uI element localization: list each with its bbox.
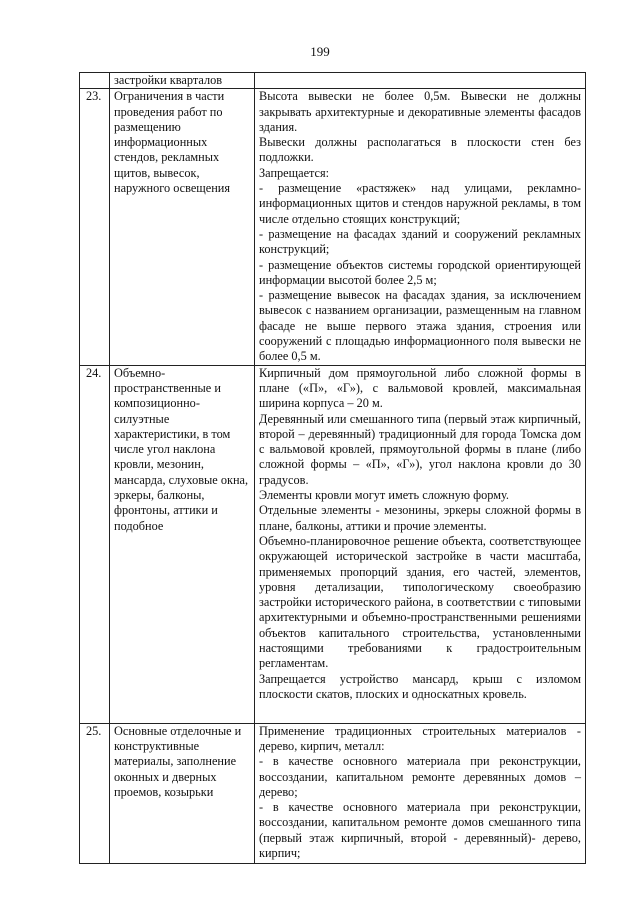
requirement-text: - размещение объектов системы городской ориентирующей информации высотой более 2,5 м;: [259, 257, 581, 287]
table-row-24: [80, 365, 586, 723]
requirement-text: - в качестве основного материала при реконструкции, воссоздании, капитальном ремонте домов смешанного типа (первый этаж кирпичный, второй - деревянный)- дерево, кирпич;: [259, 800, 581, 861]
row-requirements: [255, 365, 586, 723]
requirements-table: [79, 72, 586, 864]
row-name: Основные отделочные и конструктивные материалы, заполнение оконных и дверных проемов, козырьки: [110, 723, 255, 863]
requirement-text: Высота вывески не более 0,5м. Вывески не должны закрывать архитектурные и декоративные элементы фасадов здания.: [259, 89, 581, 134]
table-row-continuation: [80, 73, 586, 89]
row-number: 24.: [80, 365, 110, 723]
table-row-25: [80, 723, 586, 863]
requirement-text: - размещение «растяжек» над улицами, рекламно-информационных щитов и стендов наружной рекламы, в том числе отдельно стоящих конструкций;: [259, 181, 581, 226]
requirement-text: Применение традиционных строительных материалов - дерево, кирпич, металл:: [259, 723, 581, 753]
row-name: Ограничения в части проведения работ по размещению информационных стендов, рекламных щитов, вывесок, наружного освещения: [110, 89, 255, 365]
row-requirements-cell: [255, 73, 586, 89]
row-requirements: [255, 723, 586, 863]
row-requirements: [255, 89, 586, 365]
requirement-text: Запрещается:: [259, 165, 330, 180]
row-number-cell: [80, 73, 110, 89]
requirement-text: Запрещается устройство мансард, крыш с изломом плоскости скатов, плоских и односкатных кровель.: [259, 671, 581, 701]
requirement-text: - в качестве основного материала при реконструкции, воссоздании, капитальном ремонте деревянных домов – дерево;: [259, 754, 581, 799]
requirement-text: - размещение вывесок на фасадах здания, за исключением вывесок с названием организации, размещенным на главном фасаде не выше первого этажа здания, строения или сооружений с площадью информационного поля вывески не более 0,5 м.: [259, 288, 581, 364]
requirement-text: - размещение на фасадах зданий и сооружений рекламных конструкций;: [259, 226, 581, 257]
requirement-text: Объемно-планировочное решение объекта, соответствующее окружающей исторической застройке в части масштаба, применяемых пропорций здания, его частей, элементов, уровня детализации, типологическому своеобразию застройки исторического района, в соответствии с типовыми архитектурными и объемно-пространственными решениями объектов капитального строительства, установленными настоящими требованиями к градостроительным регламентам.: [259, 533, 581, 671]
row-number: 23.: [80, 89, 110, 365]
requirement-text: Деревянный или смешанного типа (первый этаж кирпичный, второй – деревянный) традиционный для города Томска дом с вальмовой кровлей, прямоугольной формы в плане (либо сложной формы – «П», «Г»), угол наклона кровли до 30 градусов.: [259, 411, 581, 487]
row-name: Объемно-пространственные и композиционно-силуэтные характеристики, в том числе угол наклона кровли, мезонин, мансарда, слуховые окна, эркеры, балконы, фронтоны, аттики и подобное: [110, 365, 255, 723]
table-row-23: [80, 89, 586, 365]
page-number: 199: [310, 44, 330, 59]
requirement-text: Вывески должны располагаться в плоскости стен без подложки.: [259, 135, 581, 165]
row-number: 25.: [80, 723, 110, 863]
requirement-text: Элементы кровли могут иметь сложную форму.: [259, 488, 510, 503]
row-name-cell: [110, 73, 255, 89]
requirement-text: Кирпичный дом прямоугольной либо сложной формы в плане («П», «Г»), с вальмовой кровлей, максимальная ширина корпуса – 20 м.: [259, 365, 581, 411]
requirement-text: Отдельные элементы - мезонины, эркеры сложной формы в плане, балконы, аттики и прочие элементы.: [259, 503, 581, 533]
row-name: застройки кварталов: [114, 73, 223, 87]
